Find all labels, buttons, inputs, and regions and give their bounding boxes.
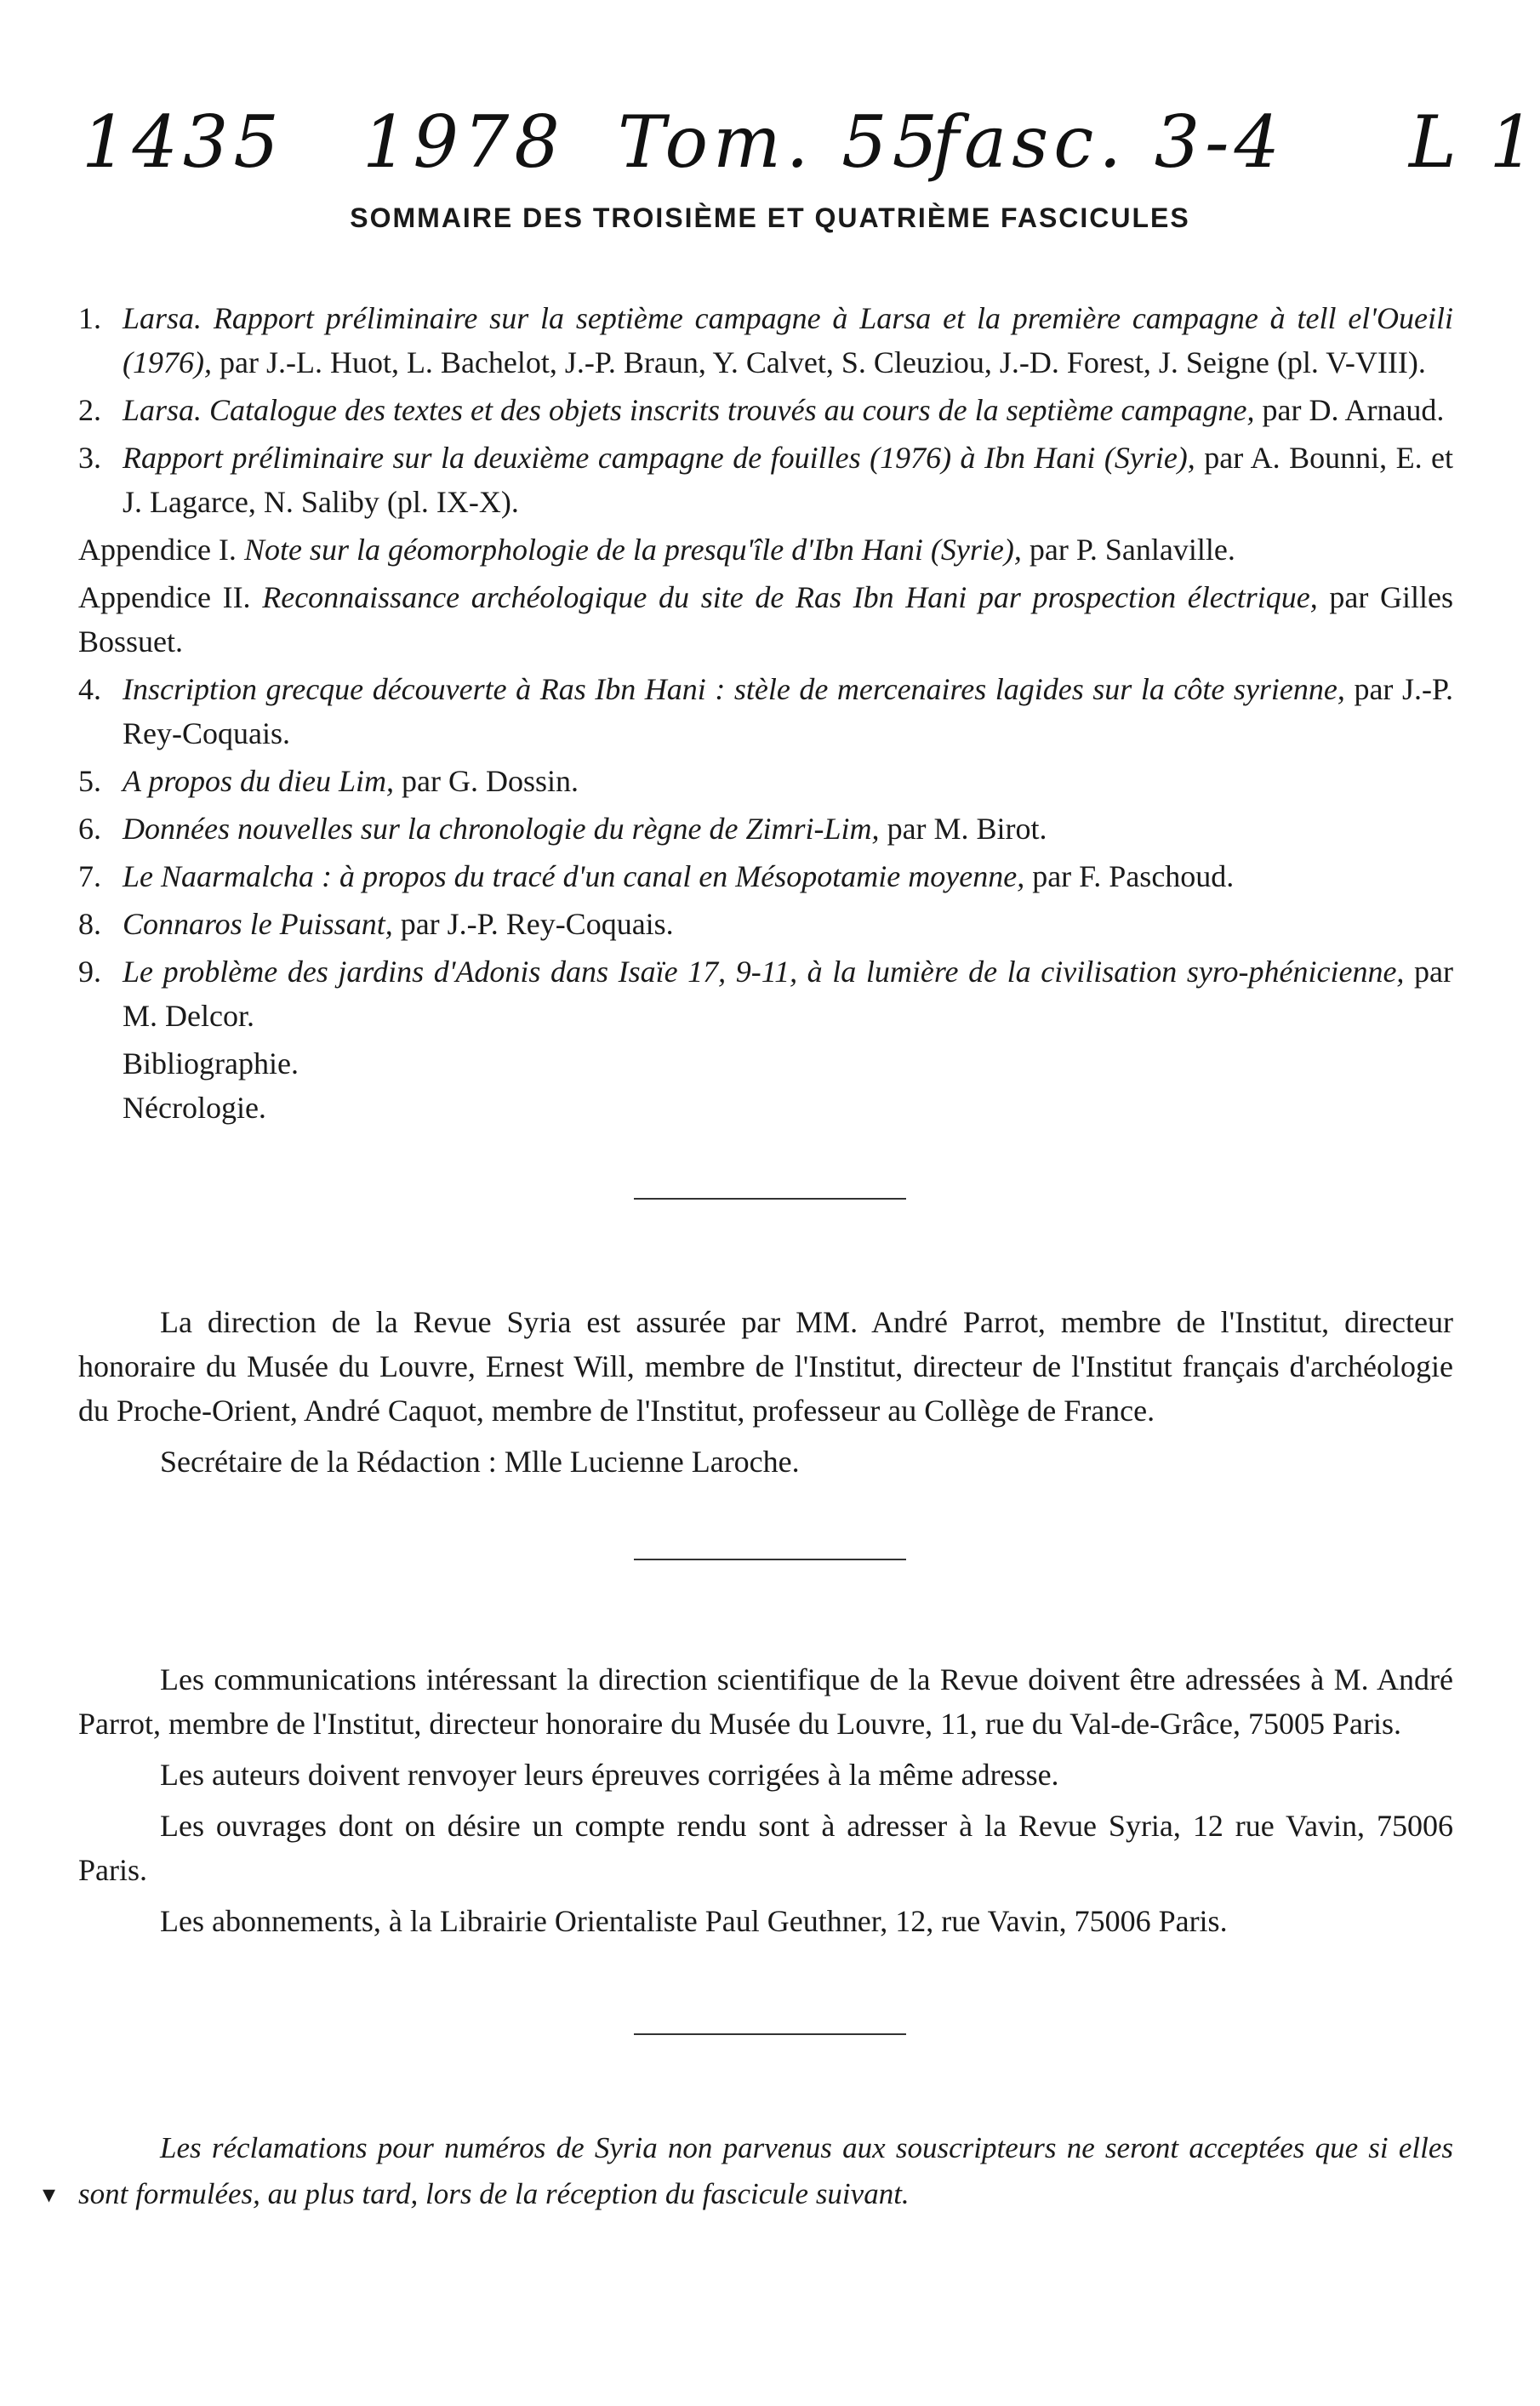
toc-entry-number: 5. — [78, 764, 101, 798]
proofs-paragraph: Les auteurs doivent renvoyer leurs épreuves corrigées à la même adresse. — [160, 1758, 1059, 1792]
secretary-line: Secrétaire de la Rédaction : Mlle Lucienne Laroche. — [160, 1445, 800, 1479]
toc-bibliography: Bibliographie. — [123, 1046, 299, 1080]
toc-entry — [78, 949, 1453, 1038]
toc-entry-number: 9. — [78, 955, 101, 989]
toc-entry-number: 4. — [78, 672, 101, 706]
toc-entry — [78, 436, 1453, 524]
toc-entry-title: Le Naarmalcha : à propos du tracé d'un canal en Mésopotamie moyenne, — [123, 859, 1025, 893]
claims-note: Les réclamations pour numéros de Syria non parvenus aux souscripteurs ne seront acceptées que si elles sont formulées, au plus tard, lors de la réception du fascicule suivant. — [78, 2131, 1453, 2210]
toc-entry-authors: par J.-P. Rey-Coquais. — [123, 672, 1454, 750]
toc-appendix-entry — [78, 527, 1453, 572]
toc-entry-title: Données nouvelles sur la chronologie du règne de Zimri-Lim, — [123, 812, 880, 846]
toc-entry-authors: par Gilles Bossuet. — [78, 580, 1453, 659]
communications-section — [78, 1657, 1453, 1950]
toc-entry-title: Connaros le Puissant, — [123, 907, 393, 941]
toc-entry-authors: par A. Bounni, E. et J. Lagarce, N. Saliby (pl. IX-X). — [123, 441, 1453, 519]
direction-section — [78, 1300, 1453, 1491]
toc-entry-number: 2. — [78, 393, 101, 427]
toc-entry-title: Le problème des jardins d'Adonis dans Isaïe 17, 9-11, à la lumière de la civilisation syro-phénicienne, — [123, 955, 1405, 989]
separator-rule — [634, 2033, 906, 2035]
direction-paragraph: La direction de la Revue Syria est assurée par MM. André Parrot, membre de l'Institut, directeur honoraire du Musée du Louvre, Ernest Will, membre de l'Institut, directeur de l'Institut français d'archéologie du Proche-Orient, André Caquot, membre de l'Institut, professeur au Collège de France. — [78, 1305, 1453, 1428]
toc-entry-title: Larsa. Catalogue des textes et des objets inscrits trouvés au cours de la septième campagne, — [123, 393, 1255, 427]
toc-entry — [78, 296, 1453, 385]
toc-entry-number: 6. — [78, 812, 101, 846]
toc-entry-number: 8. — [78, 907, 101, 941]
handwritten-year: 1978 — [362, 100, 565, 184]
subscriptions-paragraph: Les abonnements, à la Librairie Orientaliste Paul Geuthner, 12, rue Vavin, 75006 Paris. — [160, 1904, 1228, 1938]
separator-rule — [634, 1198, 906, 1200]
toc-entry — [78, 667, 1453, 755]
toc-entry-authors: par J.-P. Rey-Coquais. — [392, 907, 674, 941]
toc-entry-number: 7. — [78, 859, 101, 893]
toc-entry-authors: par P. Sanlaville. — [1021, 533, 1235, 567]
handwritten-fascicle: fasc. 3-4 — [933, 100, 1285, 184]
toc-entry-number: 1. — [78, 301, 101, 335]
toc-necrology: Nécrologie. — [123, 1091, 266, 1125]
handwritten-catalog-number: 1435 — [82, 100, 284, 184]
reviews-paragraph: Les ouvrages dont on désire un compte rendu sont à adresser à la Revue Syria, 12 rue Vavin, 75006 Paris. — [78, 1809, 1453, 1887]
toc-entry-authors: par J.-L. Huot, L. Bachelot, J.-P. Braun, Y. Calvet, S. Cleuziou, J.-D. Forest, J. Seigne (pl. V-VIII). — [211, 345, 1426, 379]
toc-entry-title: Reconnaissance archéologique du site de Ras Ibn Hani par prospection électrique, — [262, 580, 1318, 614]
toc-entry-authors: par M. Delcor. — [123, 955, 1454, 1033]
handwritten-shelf-mark: L 1 — [1409, 100, 1540, 184]
handwritten-tome: Tom. 55 — [618, 100, 944, 184]
toc-appendix-label: Appendice II. — [78, 580, 251, 614]
page-title: SOMMAIRE DES TROISIÈME ET QUATRIÈME FASCICULES — [350, 202, 1190, 233]
toc-entry-title: Larsa. Rapport préliminaire sur la septième campagne à Larsa et la première campagne à tell el'Oueili (1976), — [123, 301, 1453, 379]
toc-entry-title: Inscription grecque découverte à Ras Ibn Hani : stèle de mercenaires lagides sur la côte syrienne, — [123, 672, 1345, 706]
margin-mark: ▾ — [43, 2181, 56, 2209]
toc-entry — [78, 807, 1453, 851]
toc-appendix-label: Appendice I. — [78, 533, 237, 567]
toc-entry-title: Rapport préliminaire sur la deuxième campagne de fouilles (1976) à Ibn Hani (Syrie), — [123, 441, 1195, 475]
toc-entry-number: 3. — [78, 441, 101, 475]
toc-entry — [78, 759, 1453, 803]
toc-entry-title: A propos du dieu Lim, — [123, 764, 395, 798]
separator-rule — [634, 1559, 906, 1560]
toc-entry-authors: par M. Birot. — [879, 812, 1047, 846]
toc-entry — [78, 902, 1453, 946]
toc-entry — [78, 854, 1453, 898]
communications-paragraph: Les communications intéressant la direction scientifique de la Revue doivent être adressées à M. André Parrot, membre de l'Institut, directeur honoraire du Musée du Louvre, 11, rue du Val-de-Grâce, 75005 Paris. — [78, 1662, 1453, 1741]
toc-entry — [78, 388, 1453, 432]
toc-entry-authors: par F. Paschoud. — [1024, 859, 1235, 893]
toc-entry-title: Note sur la géomorphologie de la presqu'île d'Ibn Hani (Syrie), — [243, 533, 1022, 567]
table-of-contents — [78, 296, 1453, 1130]
toc-entry-authors: par G. Dossin. — [394, 764, 579, 798]
toc-appendix-entry — [78, 575, 1453, 664]
toc-entry-authors: par D. Arnaud. — [1254, 393, 1445, 427]
